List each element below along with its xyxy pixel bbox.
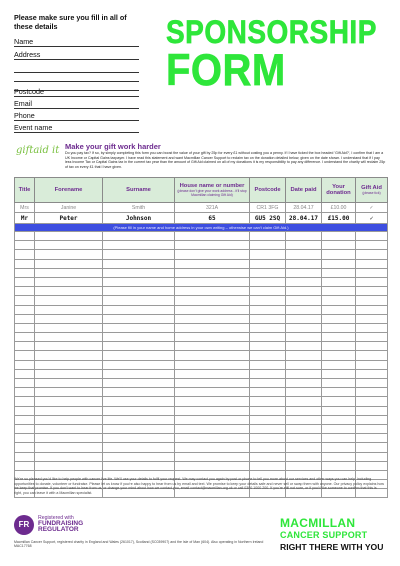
table-cell[interactable]	[356, 388, 388, 397]
table-cell[interactable]	[35, 369, 103, 378]
table-cell[interactable]	[103, 461, 175, 470]
table-cell[interactable]	[286, 351, 322, 360]
table-row	[15, 259, 388, 268]
table-row	[15, 424, 388, 433]
table-cell[interactable]	[250, 434, 286, 443]
table-cell[interactable]	[175, 342, 250, 351]
registered-label: Registered with	[38, 515, 74, 521]
fr-line2: REGULATOR	[38, 526, 79, 533]
table-cell[interactable]	[15, 379, 35, 388]
table-row	[15, 388, 388, 397]
email-field[interactable]: Email	[14, 99, 139, 109]
table-cell[interactable]	[250, 360, 286, 369]
sponsorship-table	[14, 177, 388, 498]
table-cell[interactable]	[356, 296, 388, 305]
table-cell: Smith	[103, 203, 175, 213]
table-cell[interactable]	[103, 287, 175, 296]
table-cell[interactable]	[322, 287, 356, 296]
table-cell[interactable]	[356, 415, 388, 424]
table-cell[interactable]	[322, 296, 356, 305]
table-cell[interactable]	[322, 314, 356, 323]
name-field[interactable]: Name	[14, 37, 139, 47]
table-cell[interactable]	[35, 342, 103, 351]
table-cell[interactable]	[35, 424, 103, 433]
table-row	[15, 443, 388, 452]
table-cell[interactable]	[175, 314, 250, 323]
example-row	[15, 203, 388, 213]
table-cell[interactable]	[103, 443, 175, 452]
table-cell[interactable]	[322, 305, 356, 314]
table-cell[interactable]	[356, 461, 388, 470]
table-row	[15, 232, 388, 241]
table-cell[interactable]	[286, 461, 322, 470]
col-date-paid: Date paid	[286, 178, 322, 203]
table-cell[interactable]	[250, 333, 286, 342]
table-cell: 28.04.17	[286, 203, 322, 213]
table-cell[interactable]	[286, 241, 322, 250]
table-cell[interactable]	[15, 434, 35, 443]
table-cell[interactable]	[175, 232, 250, 241]
table-cell[interactable]	[35, 434, 103, 443]
table-cell: ✓	[356, 203, 388, 213]
table-cell[interactable]	[250, 415, 286, 424]
table-cell[interactable]	[322, 323, 356, 332]
table-cell[interactable]	[35, 351, 103, 360]
event-name-field[interactable]: Event name	[14, 123, 139, 133]
filled-row	[15, 213, 388, 224]
table-cell[interactable]	[250, 268, 286, 277]
table-row	[15, 452, 388, 461]
table-row	[15, 323, 388, 332]
postcode-field[interactable]: Postcode	[14, 87, 139, 97]
table-cell[interactable]	[356, 424, 388, 433]
table-cell[interactable]	[103, 323, 175, 332]
table-cell[interactable]	[286, 406, 322, 415]
table-cell[interactable]	[103, 452, 175, 461]
table-cell[interactable]	[250, 232, 286, 241]
table-header-row	[15, 178, 388, 203]
table-cell[interactable]	[250, 323, 286, 332]
table-cell[interactable]	[356, 434, 388, 443]
table-cell[interactable]	[15, 360, 35, 369]
table-cell[interactable]	[322, 406, 356, 415]
table-cell[interactable]	[250, 406, 286, 415]
table-cell[interactable]	[322, 388, 356, 397]
table-cell[interactable]	[322, 452, 356, 461]
table-cell[interactable]	[322, 434, 356, 443]
table-cell: CR1 3FG	[250, 203, 286, 213]
table-cell[interactable]	[175, 388, 250, 397]
table-cell[interactable]	[15, 369, 35, 378]
col-house: House name or number (please don't give your work address - it'll stop Macmillan claiming Gift Aid)	[175, 178, 250, 203]
table-cell[interactable]	[250, 379, 286, 388]
table-cell[interactable]	[103, 351, 175, 360]
table-cell: £10.00	[322, 203, 356, 213]
table-cell: 321A	[175, 203, 250, 213]
table-cell[interactable]	[175, 379, 250, 388]
table-cell[interactable]	[356, 406, 388, 415]
table-cell[interactable]	[103, 314, 175, 323]
table-cell[interactable]	[35, 296, 103, 305]
giftaid-logo: giftaid it	[16, 145, 60, 156]
table-cell[interactable]	[286, 259, 322, 268]
giftaid-declaration: Do you pay tax? If so, by simply completing this form you can boost the value of your gift by 25p for every £1 without costing you a penny. If I have ticked the box headed 'Gift Aid?', I confirm that I am a UK Income or Capital Gains taxpayer. I have read this statement and want Macmillan Cancer Support to reclaim tax on the donation detailed below, given on the date shown. I understand that if I pay less Income Tax or Capital Gains tax in the current tax year than the amount of Gift Aid claimed on all of my donations it is my responsibility to pay any difference. I understand the charity will reclaim 25p of tax on every £1 that I have given.	[65, 151, 386, 169]
table-cell[interactable]	[103, 241, 175, 250]
table-cell[interactable]	[103, 415, 175, 424]
table-cell[interactable]	[175, 415, 250, 424]
table-row	[15, 314, 388, 323]
table-cell[interactable]	[15, 397, 35, 406]
table-cell[interactable]	[286, 360, 322, 369]
table-cell[interactable]	[35, 314, 103, 323]
table-row	[15, 342, 388, 351]
table-cell[interactable]	[15, 415, 35, 424]
table-cell[interactable]	[356, 314, 388, 323]
table-cell[interactable]	[356, 305, 388, 314]
table-cell[interactable]	[15, 232, 35, 241]
table-cell[interactable]	[322, 268, 356, 277]
table-cell[interactable]	[286, 379, 322, 388]
table-cell[interactable]	[15, 452, 35, 461]
table-cell[interactable]	[15, 287, 35, 296]
table-cell[interactable]	[175, 434, 250, 443]
table-cell[interactable]	[356, 323, 388, 332]
table-cell[interactable]: 28.04.17	[286, 213, 322, 224]
table-cell[interactable]	[15, 333, 35, 342]
table-row	[15, 241, 388, 250]
table-cell[interactable]	[356, 287, 388, 296]
sponsorship-table-container	[14, 177, 387, 498]
table-cell[interactable]	[356, 360, 388, 369]
table-cell[interactable]	[356, 268, 388, 277]
table-cell[interactable]	[250, 277, 286, 286]
table-cell[interactable]	[250, 314, 286, 323]
table-cell[interactable]	[175, 452, 250, 461]
table-cell[interactable]	[356, 397, 388, 406]
table-cell[interactable]	[103, 232, 175, 241]
table-cell[interactable]	[286, 443, 322, 452]
table-cell[interactable]	[356, 452, 388, 461]
table-cell[interactable]	[175, 305, 250, 314]
table-cell[interactable]	[286, 388, 322, 397]
table-cell[interactable]	[250, 424, 286, 433]
table-cell[interactable]	[286, 415, 322, 424]
table-cell[interactable]	[286, 434, 322, 443]
table-cell[interactable]	[250, 250, 286, 259]
table-cell[interactable]	[322, 232, 356, 241]
table-cell[interactable]	[175, 259, 250, 268]
table-cell[interactable]	[103, 388, 175, 397]
instructions-heading: Please make sure you fill in all of these details	[14, 13, 127, 31]
table-row	[15, 397, 388, 406]
table-cell[interactable]	[286, 287, 322, 296]
table-cell[interactable]	[103, 277, 175, 286]
table-cell[interactable]	[15, 388, 35, 397]
table-cell[interactable]	[356, 351, 388, 360]
table-cell[interactable]	[103, 397, 175, 406]
table-cell[interactable]	[15, 259, 35, 268]
col-forename: Forename	[35, 178, 103, 203]
table-row	[15, 434, 388, 443]
table-cell[interactable]	[103, 296, 175, 305]
table-cell[interactable]	[35, 250, 103, 259]
table-row	[15, 305, 388, 314]
table-cell[interactable]	[15, 250, 35, 259]
table-cell[interactable]	[250, 305, 286, 314]
table-cell[interactable]	[250, 369, 286, 378]
table-cell[interactable]	[35, 360, 103, 369]
table-cell[interactable]	[15, 296, 35, 305]
table-cell[interactable]	[103, 360, 175, 369]
charity-registration-note: Macmillan Cancer Support, registered charity in England and Wales (261017), Scotland (SC039907) and the Isle of Man (604). Also operating in Northern Ireland MAC17768	[14, 540, 264, 549]
table-cell[interactable]	[250, 443, 286, 452]
table-cell[interactable]	[322, 259, 356, 268]
table-cell[interactable]	[322, 250, 356, 259]
giftaid-heading: Make your gift work harder	[65, 142, 161, 151]
table-cell[interactable]	[35, 388, 103, 397]
table-cell[interactable]	[103, 342, 175, 351]
table-cell[interactable]	[356, 369, 388, 378]
table-cell[interactable]	[322, 424, 356, 433]
table-cell[interactable]	[286, 333, 322, 342]
table-row	[15, 296, 388, 305]
table-cell: Janine	[35, 203, 103, 213]
table-cell[interactable]	[103, 434, 175, 443]
table-cell[interactable]	[322, 461, 356, 470]
table-row	[15, 277, 388, 286]
table-cell[interactable]	[175, 268, 250, 277]
form-title-line1: SPONSORSHIP	[166, 14, 377, 50]
table-cell[interactable]	[250, 287, 286, 296]
table-cell[interactable]	[322, 351, 356, 360]
table-cell[interactable]	[175, 406, 250, 415]
table-cell[interactable]	[286, 314, 322, 323]
table-cell[interactable]	[356, 259, 388, 268]
table-cell[interactable]	[35, 461, 103, 470]
table-cell[interactable]	[286, 323, 322, 332]
table-cell[interactable]: ✓	[356, 213, 388, 224]
table-cell[interactable]	[35, 323, 103, 332]
table-cell[interactable]: Johnson	[103, 213, 175, 224]
table-cell[interactable]	[356, 379, 388, 388]
table-cell[interactable]	[322, 369, 356, 378]
table-cell[interactable]	[286, 250, 322, 259]
table-cell[interactable]	[250, 397, 286, 406]
table-row	[15, 351, 388, 360]
table-cell[interactable]	[103, 369, 175, 378]
table-cell[interactable]	[286, 397, 322, 406]
table-cell[interactable]	[175, 241, 250, 250]
table-cell[interactable]	[35, 333, 103, 342]
table-cell[interactable]	[322, 443, 356, 452]
table-cell[interactable]	[286, 268, 322, 277]
col-gift-aid: Gift Aid (please tick)	[356, 178, 388, 203]
table-row	[15, 461, 388, 470]
col-surname: Surname	[103, 178, 175, 203]
address-notice: (Please fill in your name and home address in your own writing – otherwise we can't claim Gift Aid.)	[15, 224, 388, 232]
table-cell[interactable]	[356, 443, 388, 452]
table-row	[15, 360, 388, 369]
table-cell[interactable]	[103, 406, 175, 415]
table-cell[interactable]: Mr	[15, 213, 35, 224]
fundraising-regulator-label	[38, 515, 83, 533]
table-cell[interactable]	[35, 379, 103, 388]
table-cell: Mrs	[15, 203, 35, 213]
form-title-line2: FORM	[166, 46, 286, 96]
table-cell[interactable]	[103, 250, 175, 259]
table-cell[interactable]	[15, 443, 35, 452]
table-cell[interactable]	[15, 323, 35, 332]
table-cell[interactable]	[35, 443, 103, 452]
table-cell[interactable]	[175, 461, 250, 470]
table-cell[interactable]	[175, 277, 250, 286]
address-field[interactable]: Address	[14, 50, 139, 60]
table-cell[interactable]: Peter	[35, 213, 103, 224]
table-cell[interactable]	[322, 360, 356, 369]
table-cell[interactable]	[35, 406, 103, 415]
table-cell[interactable]	[250, 351, 286, 360]
table-cell[interactable]	[175, 424, 250, 433]
table-cell[interactable]	[322, 415, 356, 424]
table-cell[interactable]	[15, 351, 35, 360]
table-cell[interactable]	[286, 277, 322, 286]
table-cell[interactable]	[286, 305, 322, 314]
fundraising-regulator-icon: FR	[14, 515, 34, 535]
table-cell[interactable]	[35, 259, 103, 268]
table-cell[interactable]	[286, 452, 322, 461]
table-cell[interactable]	[175, 360, 250, 369]
table-cell[interactable]: GU5 2SQ	[250, 213, 286, 224]
table-cell[interactable]	[35, 397, 103, 406]
table-cell[interactable]: 65	[175, 213, 250, 224]
table-row	[15, 369, 388, 378]
table-cell[interactable]	[250, 461, 286, 470]
table-cell[interactable]	[175, 369, 250, 378]
table-cell[interactable]	[175, 296, 250, 305]
table-cell[interactable]	[175, 397, 250, 406]
table-cell[interactable]	[15, 241, 35, 250]
table-cell[interactable]	[35, 452, 103, 461]
table-cell[interactable]	[250, 388, 286, 397]
col-postcode: Postcode	[250, 178, 286, 203]
table-cell[interactable]	[322, 397, 356, 406]
table-cell[interactable]	[15, 406, 35, 415]
table-row	[15, 268, 388, 277]
table-cell[interactable]	[175, 287, 250, 296]
table-cell[interactable]	[15, 314, 35, 323]
table-cell[interactable]	[175, 351, 250, 360]
table-cell[interactable]	[35, 268, 103, 277]
table-cell[interactable]	[250, 342, 286, 351]
table-cell[interactable]	[286, 424, 322, 433]
table-cell[interactable]	[175, 333, 250, 342]
table-cell[interactable]	[322, 333, 356, 342]
table-cell[interactable]	[35, 415, 103, 424]
table-row	[15, 406, 388, 415]
table-cell[interactable]	[15, 342, 35, 351]
fr-line1: FUNDRAISING	[38, 520, 84, 527]
table-row	[15, 287, 388, 296]
table-cell[interactable]	[35, 287, 103, 296]
table-cell[interactable]	[103, 259, 175, 268]
table-cell[interactable]	[250, 296, 286, 305]
table-cell[interactable]	[15, 305, 35, 314]
col-title: Title	[15, 178, 35, 203]
table-cell[interactable]	[356, 241, 388, 250]
table-cell[interactable]	[356, 342, 388, 351]
table-cell[interactable]	[35, 277, 103, 286]
table-cell[interactable]	[356, 250, 388, 259]
table-cell[interactable]	[15, 268, 35, 277]
brand-name: MACMILLAN	[280, 516, 356, 530]
table-cell[interactable]	[250, 241, 286, 250]
table-cell[interactable]	[286, 296, 322, 305]
table-cell[interactable]	[356, 277, 388, 286]
table-cell[interactable]	[103, 305, 175, 314]
table-cell[interactable]	[322, 241, 356, 250]
table-cell[interactable]	[15, 277, 35, 286]
table-cell[interactable]	[103, 379, 175, 388]
table-cell[interactable]	[103, 268, 175, 277]
table-row	[15, 250, 388, 259]
privacy-statement: We're so pleased you'd like to help people with cancer live life. We'll use your details to fulfil your request. We may contact you again by post or phone to tell you more about our services and other ways you can help, including opportunities to donate, volunteer or fundraise. Please let us know if you're also happy to hear from us by email and text. We promise to keep your details safe and never sell or swap them with anyone. Our privacy policy explains how we keep that promise. If you don't want to hear from us, or change your mind about how we contact you, email contact@macmillan.org.uk or call 0300 1000 200. If you're still not sure, or if you'd like someone to confirm that this is right, you can leave it with a Macmillan specialist.	[14, 477, 384, 495]
table-row	[15, 333, 388, 342]
table-cell[interactable]	[356, 333, 388, 342]
table-row	[15, 379, 388, 388]
table-cell[interactable]	[322, 342, 356, 351]
table-cell[interactable]	[175, 443, 250, 452]
table-cell[interactable]	[286, 342, 322, 351]
table-cell[interactable]: £15.00	[322, 213, 356, 224]
table-row	[15, 415, 388, 424]
table-cell[interactable]	[15, 424, 35, 433]
col-donation: Your donation	[322, 178, 356, 203]
table-cell[interactable]	[322, 379, 356, 388]
table-cell[interactable]	[250, 259, 286, 268]
phone-field[interactable]: Phone	[14, 111, 139, 121]
table-cell[interactable]	[250, 452, 286, 461]
table-cell[interactable]	[322, 277, 356, 286]
table-cell[interactable]	[356, 232, 388, 241]
table-cell[interactable]	[175, 323, 250, 332]
table-cell[interactable]	[35, 241, 103, 250]
table-cell[interactable]	[286, 369, 322, 378]
brand-subtitle: CANCER SUPPORT	[280, 530, 368, 540]
table-cell[interactable]	[35, 305, 103, 314]
table-cell[interactable]	[103, 333, 175, 342]
table-cell[interactable]	[15, 461, 35, 470]
table-cell[interactable]	[286, 232, 322, 241]
notice-row	[15, 224, 388, 232]
table-cell[interactable]	[103, 424, 175, 433]
table-cell[interactable]	[35, 232, 103, 241]
table-cell[interactable]	[175, 250, 250, 259]
brand-tagline: RIGHT THERE WITH YOU	[280, 542, 384, 552]
